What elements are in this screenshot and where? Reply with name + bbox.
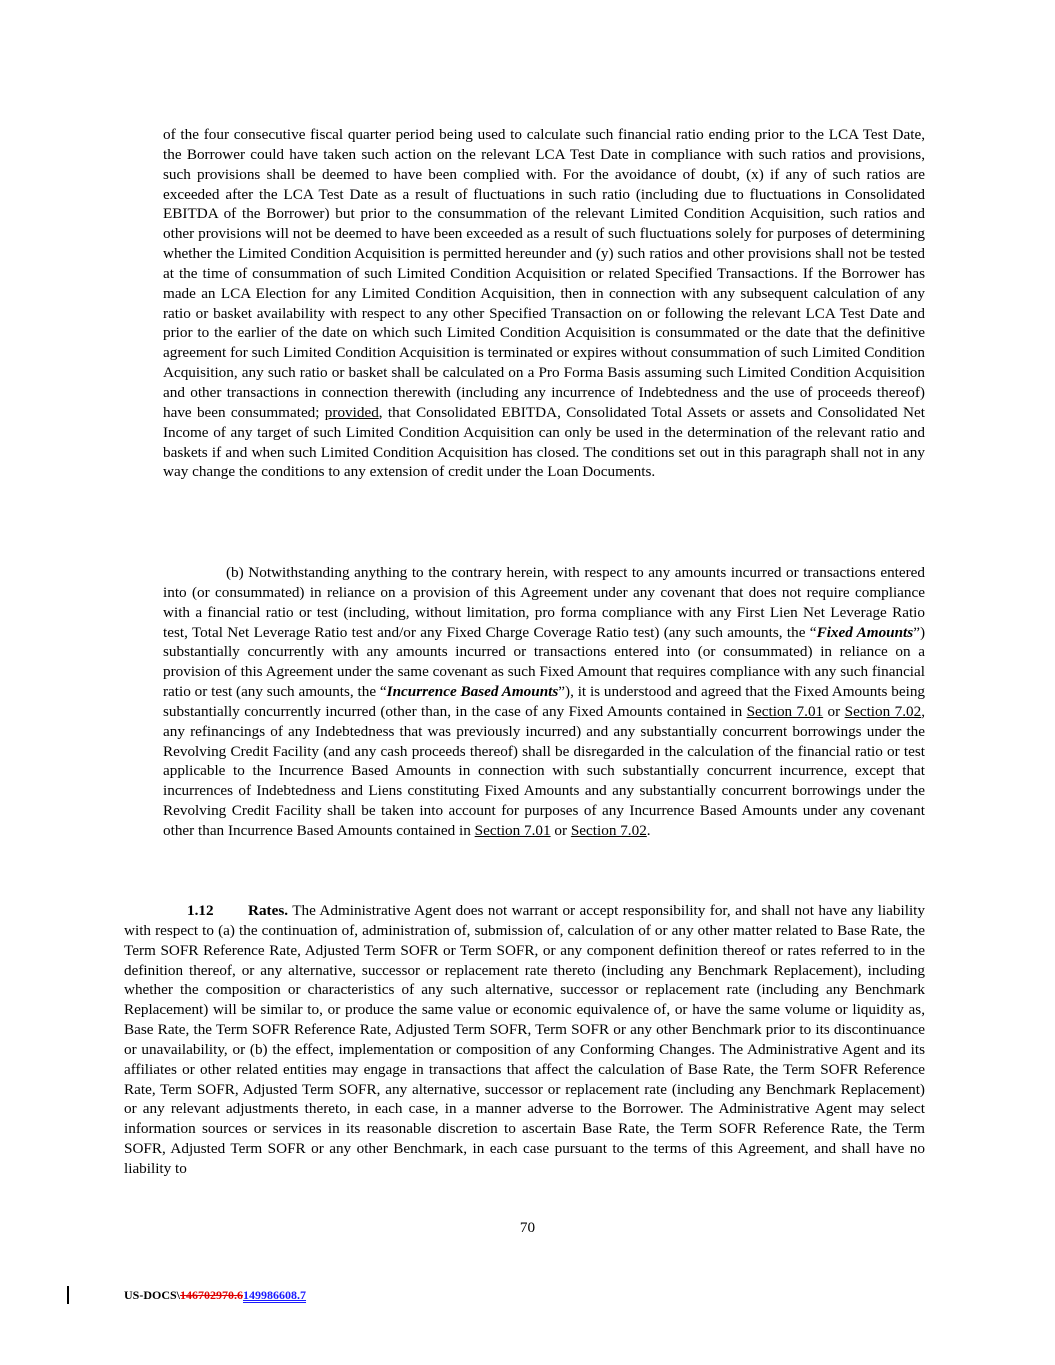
document-id-footer — [124, 1288, 306, 1303]
paragraph-text: or — [550, 821, 571, 839]
paragraph-label: (b) — [226, 564, 244, 581]
section-reference-link[interactable]: Section 7.01 — [474, 821, 551, 839]
paragraph-text: ”), it is understood and agreed that the Fixed Amounts being substantially concurrently incurred (other than, in the case of any Fixed Amounts contained in — [163, 683, 926, 720]
paragraph-text: , any refinancings of any Indebtedness that was previously incurred) and any substantially concurrent borrowings under the Revolving Credit Facility (and any cash proceeds thereof) shall be disregarded in the calculation of the financial ratio or test applicable to the Incurrence Based Amounts in connection with such substantially concurrent incurrence, except that incurrences of Indebtedness and Liens constituting Fixed Amounts and any substantially concurrent borrowings under the Revolving Credit Facility shall be taken into account for purposes of any Incurrence Based Amounts under any covenant other than Incurrence Based Amounts contained in — [163, 702, 925, 839]
provided-term: provided — [324, 403, 379, 421]
doc-id-inserted: 149986608.7 — [243, 1288, 307, 1302]
section-heading: Rates. — [248, 902, 289, 919]
paragraph-b-fixed-amounts — [163, 563, 925, 841]
paragraph-text: , that Consolidated EBITDA, Consolidated Total Assets or assets and Consolidated Net Income of any target of such Limited Condition Acquisition can only be used in the determination of the relevant ratio and baskets if and when such Limited Condition Acquisition has closed. The conditions set out in this paragraph shall not in any way change the conditions to any extension of credit under the Loan Documents. — [163, 403, 925, 481]
defined-term-fixed-amounts: Fixed Amounts — [816, 623, 914, 641]
revision-change-bar — [67, 1286, 69, 1304]
paragraph-text: Notwithstanding anything to the contrary herein, with respect to any amounts incurred or transactions entered into (or consummated) in reliance on a provision of this Agreement under any covenant that does not require compliance with a financial ratio or test (including, without limitation, pro forma compliance with any First Lien Net Leverage Ratio test, Total Net Leverage Ratio test and/or any Fixed Charge Coverage Ratio test) (any such amounts, the “ — [163, 564, 926, 641]
section-number: 1.12 — [187, 902, 214, 919]
section-reference-link[interactable]: Section 7.02 — [844, 702, 922, 720]
paragraph-text: ”) substantially concurrently with any amounts incurred or transactions entered into (or consummated) in reliance on a provision of this Agreement under the same covenant as such Fixed Amount that requires compliance with any such financial ratio or test (any such amounts, the “ — [163, 623, 926, 701]
section-reference-link[interactable]: Section 7.02 — [570, 821, 647, 839]
defined-term-incurrence-based-amounts: Incurrence Based Amounts — [386, 683, 559, 701]
paragraph-text: or — [823, 702, 845, 720]
section-body-text: The Administrative Agent does not warrant or accept responsibility for, and shall not have any liability with respect to (a) the continuation of, administration of, submission of, calculation of or any other matter related to Base Rate, the Term SOFR Reference Rate, Adjusted Term SOFR or Term SOFR, or any component definition thereof or rates referred to in the definition thereof, or any alternative, successor or replacement rate thereto (including any Benchmark Replacement), including whether the composition or characteristics of any such alternative, successor or replacement rate (including any Benchmark Replacement) will be similar to, or produce the same value or economic equivalence of, or have the same volume or liquidity as, Base Rate, the Term SOFR Reference Rate, Adjusted Term SOFR, Term SOFR or any other Benchmark prior to its discontinuance or unavailability, or (b) the effect, implementation or composition of any Conforming Changes. The Administrative Agent and its affiliates or other related entities may engage in transactions that affect the calculation of Base Rate, the Term SOFR Reference Rate, Term SOFR, Adjusted Term SOFR, any alternative, successor or replacement rate (including any Benchmark Replacement) or any relevant adjustments thereto, in each case, in a manner adverse to the Borrower. The Administrative Agent may select information sources or services in its reasonable discretion to ascertain Base Rate, the Term SOFR Reference Rate, the Term SOFR, Adjusted Term SOFR or any other Benchmark, in each case pursuant to the terms of this Agreement, and shall have no liability to — [124, 902, 925, 1177]
paragraph-text: of the four consecutive fiscal quarter period being used to calculate such financial ratio ending prior to the LCA Test Date, the Borrower could have taken such action on the relevant LCA Test Date in compliance with such ratios and provisions, such provisions shall be deemed to have been complied with. For the avoidance of doubt, (x) if any of such ratios are exceeded after the LCA Test Date as a result of fluctuations in such ratio (including due to fluctuations in Consolidated EBITDA of the Borrower) but prior to the consummation of the relevant Limited Condition Acquisition, such ratios and other provisions will not be deemed to have been exceeded as a result of such fluctuations solely for purposes of determining whether the Limited Condition Acquisition is permitted hereunder and (y) such ratios and other provisions shall not be tested at the time of consummation of such Limited Condition Acquisition or related Specified Transactions. If the Borrower has made an LCA Election for any Limited Condition Acquisition, then in connection with any subsequent calculation of any ratio or basket availability with respect to any other Specified Transaction on or following the relevant LCA Test Date and prior to the earlier of the date on which such Limited Condition Acquisition is consummated or the date that the definitive agreement for such Limited Condition Acquisition is terminated or expires without consummation of such Limited Condition Acquisition, any such ratio or basket shall be calculated on a Pro Forma Basis assuming such Limited Condition Acquisition and other transactions in connection therewith (including any incurrence of Indebtedness and the use of proceeds thereof) have been consummated; — [163, 126, 925, 421]
doc-id-prefix: US-DOCS\ — [124, 1288, 181, 1302]
section-reference-link[interactable]: Section 7.01 — [746, 702, 824, 720]
paragraph-text: . — [646, 821, 651, 839]
section-1-12-rates — [124, 901, 925, 1179]
paragraph-lca-provisions — [163, 125, 925, 482]
doc-id-deleted: 146702970.6 — [180, 1288, 244, 1302]
page-number: 70 — [519, 1219, 536, 1236]
